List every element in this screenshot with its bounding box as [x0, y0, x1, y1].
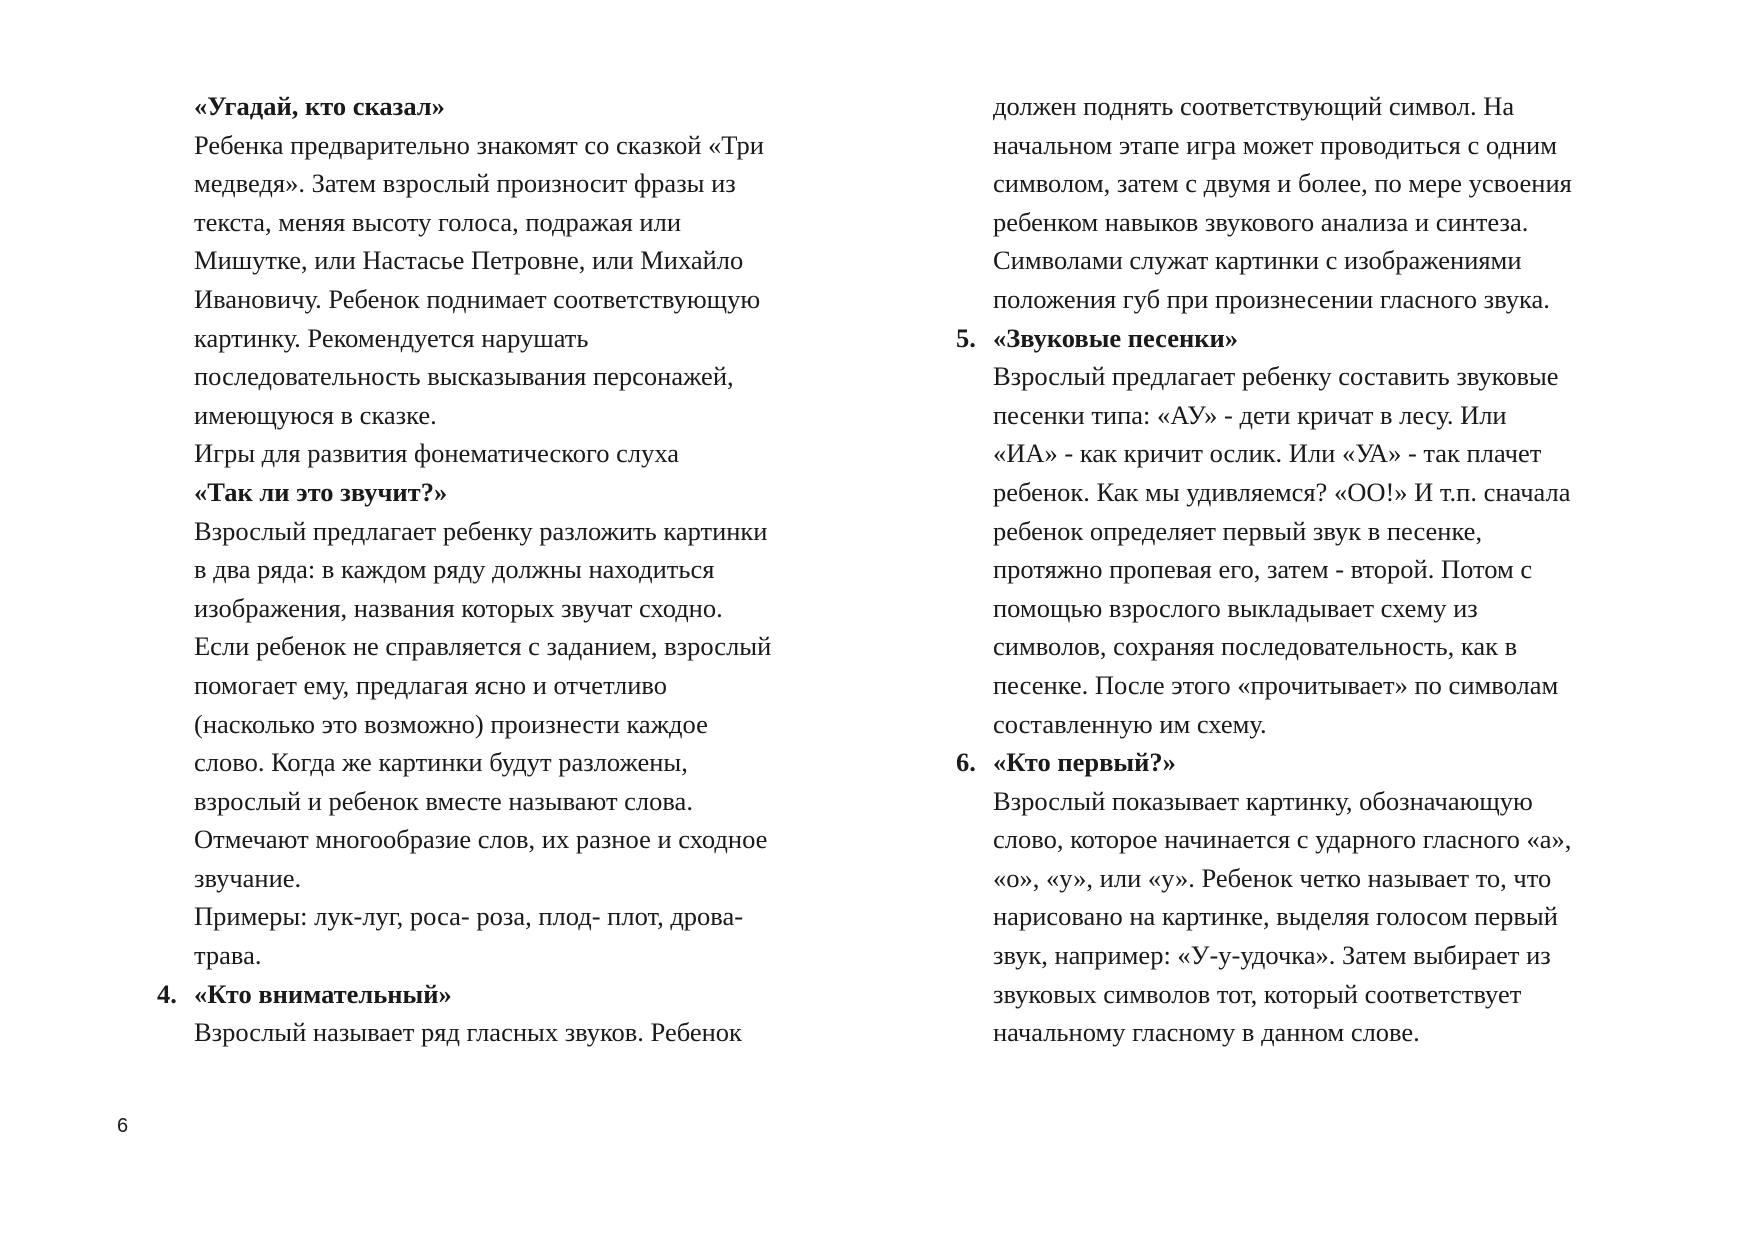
text-line	[993, 897, 1693, 936]
right-column	[956, 87, 1693, 1052]
line-text: «о», «у», или «у». Ребенок четко называет то, что	[993, 862, 1552, 893]
text-line	[993, 705, 1693, 744]
line-text: звуковых символов тот, который соответствует	[993, 978, 1522, 1009]
text-line	[194, 782, 894, 821]
line-text: ребенок определяет первый звук в песенке,	[993, 515, 1483, 546]
line-text: символов, сохраняя последовательность, как в	[993, 631, 1518, 662]
line-text: Если ребенок не справляется с заданием, взрослый	[194, 631, 772, 662]
line-text: символом, затем с двумя и более, по мере усвоения	[993, 168, 1572, 199]
line-text: протяжно пропевая его, затем - второй. Потом с	[993, 554, 1533, 585]
text-line	[194, 705, 894, 744]
line-text: Отмечают многообразие слов, их разное и сходное	[194, 824, 768, 855]
text-line	[993, 126, 1693, 165]
line-text: Взрослый предлагает ребенку составить звуковые	[993, 361, 1559, 392]
text-line	[993, 164, 1693, 203]
line-text: Взрослый показывает картинку, обозначающую	[993, 785, 1533, 816]
left-column	[157, 87, 894, 1052]
line-text: звучание.	[194, 862, 302, 893]
line-text: слово, которое начинается с ударного гласного «а»,	[993, 824, 1572, 855]
text-line	[993, 859, 1693, 898]
text-line	[993, 357, 1693, 396]
line-text: «Кто внимательный»	[194, 978, 452, 1009]
section-heading	[956, 743, 1693, 782]
text-line	[194, 396, 894, 435]
list-number: 5.	[956, 322, 976, 353]
text-line	[993, 1013, 1693, 1052]
line-text: ребенок. Как мы удивляемся? «ОО!» И т.п. сначала	[993, 476, 1571, 507]
line-text: нарисовано на картинке, выделяя голосом первый	[993, 901, 1558, 932]
line-text: Ребенка предварительно знакомят со сказкой «Три	[194, 129, 764, 160]
line-text: «Угадай, кто сказал»	[194, 91, 445, 121]
line-text: текста, меняя высоту голоса, подражая или	[194, 206, 682, 237]
line-text: ребенком навыков звукового анализа и синтеза.	[993, 206, 1529, 237]
line-text: положения губ при произнесении гласного звука.	[993, 283, 1550, 314]
text-line	[993, 512, 1693, 551]
line-text: Мишутке, или Настасье Петровне, или Михайло	[194, 245, 744, 276]
text-line	[194, 126, 894, 165]
text-line	[194, 859, 894, 898]
line-text: последовательность высказывания персонажей,	[194, 361, 734, 392]
text-line	[194, 627, 894, 666]
page-number: 6	[117, 1115, 129, 1137]
line-text: Взрослый называет ряд гласных звуков. Ребенок	[194, 1017, 742, 1048]
list-number: 4.	[157, 978, 177, 1009]
text-line	[993, 782, 1693, 821]
section-heading	[194, 473, 894, 512]
text-line	[194, 743, 894, 782]
text-line	[993, 473, 1693, 512]
line-text: должен поднять соответствующий символ. На	[993, 91, 1515, 121]
section-heading	[157, 975, 894, 1014]
line-text: начальном этапе игра может проводиться с одним	[993, 129, 1557, 160]
line-text: Игры для развития фонематического слуха	[194, 438, 680, 469]
text-line	[194, 589, 894, 628]
line-text: песенки типа: «АУ» - дети кричат в лесу. Или	[993, 399, 1507, 430]
line-text: изображения, названия которых звучат сходно.	[194, 592, 723, 623]
text-line	[993, 666, 1693, 705]
line-text: Примеры: лук-луг, роса- роза, плод- плот, дрова-	[194, 901, 744, 932]
line-text: составленную им схему.	[993, 708, 1267, 739]
line-text: песенке. После этого «прочитывает» по символам	[993, 669, 1559, 700]
line-text: (насколько это возможно) произнести каждое	[194, 708, 708, 739]
text-line	[194, 164, 894, 203]
text-line	[194, 434, 894, 473]
line-text: трава.	[194, 940, 262, 971]
text-line	[194, 1013, 894, 1052]
line-text: «Так ли это звучит?»	[194, 476, 448, 507]
line-text: картинку. Рекомендуется нарушать	[194, 322, 589, 353]
text-line	[993, 936, 1693, 975]
line-text: «Кто первый?»	[993, 747, 1176, 778]
text-line	[194, 666, 894, 705]
text-line	[194, 203, 894, 242]
line-text: начальному гласному в данном слове.	[993, 1017, 1420, 1048]
text-line	[993, 241, 1693, 280]
text-line	[194, 936, 894, 975]
list-number: 6.	[956, 747, 976, 778]
line-text: звук, например: «У-у-удочка». Затем выбирает из	[993, 940, 1551, 971]
section-heading	[956, 319, 1693, 358]
text-line	[993, 589, 1693, 628]
text-line	[993, 203, 1693, 242]
line-text: Символами служат картинки с изображениями	[993, 245, 1522, 276]
line-text: взрослый и ребенок вместе называют слова.	[194, 785, 693, 816]
text-line	[194, 512, 894, 551]
text-line	[993, 87, 1693, 126]
text-line	[194, 319, 894, 358]
text-line	[993, 975, 1693, 1014]
text-line	[194, 241, 894, 280]
text-line	[993, 280, 1693, 319]
text-line	[993, 627, 1693, 666]
line-text: в два ряда: в каждом ряду должны находиться	[194, 554, 715, 585]
text-line	[194, 357, 894, 396]
section-heading	[194, 87, 894, 126]
line-text: «ИА» - как кричит ослик. Или «УА» - так плачет	[993, 438, 1542, 469]
text-line	[194, 820, 894, 859]
line-text: имеющуюся в сказке.	[194, 399, 437, 430]
line-text: слово. Когда же картинки будут разложены,	[194, 747, 688, 778]
text-line	[194, 550, 894, 589]
text-line	[993, 550, 1693, 589]
line-text: помощью взрослого выкладывает схему из	[993, 592, 1478, 623]
text-line	[993, 434, 1693, 473]
line-text: «Звуковые песенки»	[993, 322, 1239, 353]
text-line	[993, 396, 1693, 435]
line-text: Взрослый предлагает ребенку разложить картинки	[194, 515, 768, 546]
text-line	[194, 897, 894, 936]
line-text: медведя». Затем взрослый произносит фразы из	[194, 168, 736, 199]
text-line	[194, 280, 894, 319]
line-text: Ивановичу. Ребенок поднимает соответствующую	[194, 283, 761, 314]
text-line	[993, 820, 1693, 859]
line-text: помогает ему, предлагая ясно и отчетливо	[194, 669, 667, 700]
